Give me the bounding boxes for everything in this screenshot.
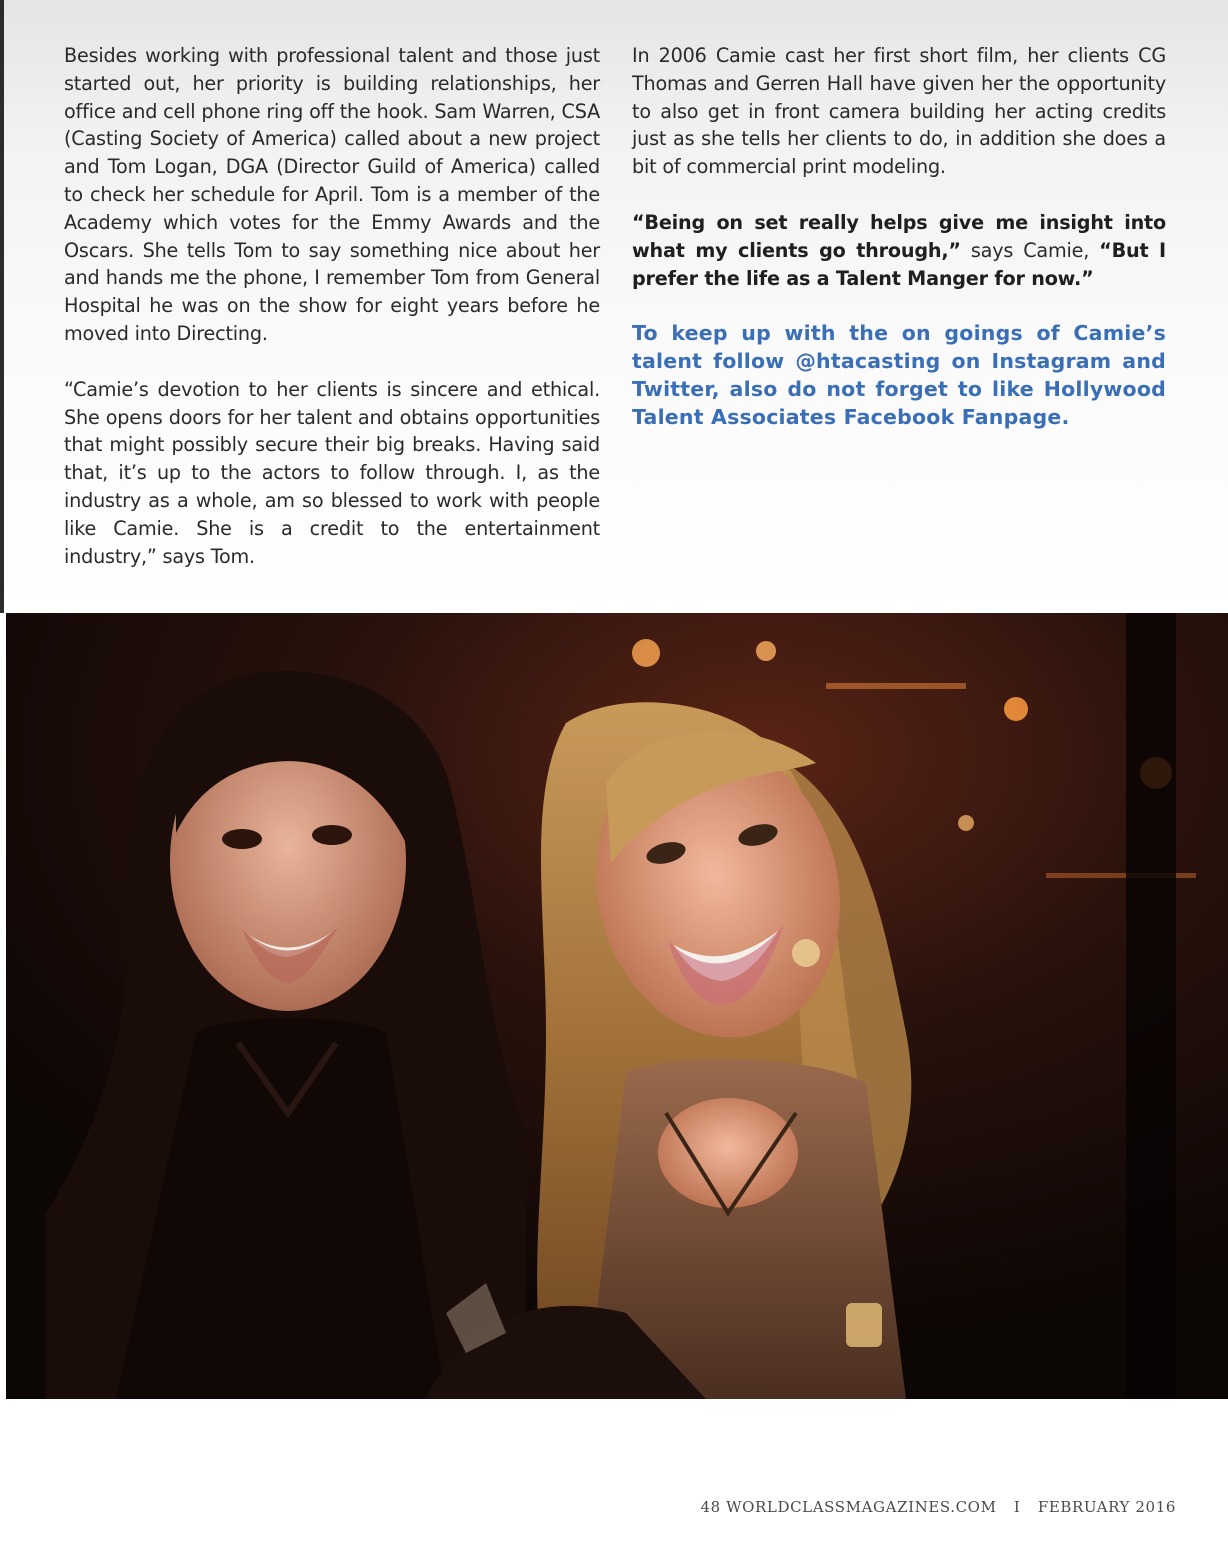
left-column: [64, 42, 600, 598]
page-footer: [700, 1498, 1176, 1516]
photo-two-women: [6, 613, 1228, 1399]
quote-part-2: “But I prefer the life as a Talent Manger for now.”: [632, 238, 1167, 290]
quote-attribution: says Camie,: [960, 238, 1100, 262]
pull-quote: [632, 209, 1166, 292]
left-paragraph-2: “Camie’s devotion to her clients is sincere and ethical. She opens doors for her talent and obtains opportunities that might possibly secure their big breaks. Having said that, it’s up to the actors to follow through. I, as the industry as a whole, am so blessed to work with people like Camie. She is a credit to the entertainment industry,” says Tom.: [64, 377, 600, 568]
quote-part-1: “Being on set really helps give me insight into what my clients go through,”: [632, 210, 1166, 262]
footer-separator: I: [1013, 1498, 1021, 1516]
left-paragraph-1: Besides working with professional talent and those just started out, her priority is building relationships, her office and cell phone ring off the hook. Sam Warren, CSA (Casting Society of America) called about a new project and Tom Logan, DGA (Director Guild of America) called to check her schedule for April. Tom is a member of the Academy which votes for the Emmy Awards and the Oscars. She tells Tom to say something nice about her and hands me the phone, I remember Tom from General Hospital he was on the show for eight years before he moved into Directing.: [64, 44, 600, 345]
issue-date: FEBRUARY 2016: [1037, 1498, 1176, 1516]
page-number: 48: [700, 1498, 721, 1516]
left-edge-rule: [0, 0, 4, 613]
right-column: [632, 42, 1166, 460]
site-name[interactable]: WORLDCLASSMAGAZINES.COM: [726, 1498, 997, 1516]
call-to-action: To keep up with the on goings of Camie’s talent follow @htacasting on Instagram and Twitter, also do not forget to like Hollywood Talent Associates Facebook Fanpage.: [632, 321, 1166, 429]
photo-illustration: [6, 613, 1228, 1399]
right-paragraph-1: In 2006 Camie cast her first short film, her clients CG Thomas and Gerren Hall have given her the opportunity to also get in front camera building her acting credits just as she tells her clients to do, in addition she does a bit of commercial print modeling.: [632, 44, 1166, 179]
